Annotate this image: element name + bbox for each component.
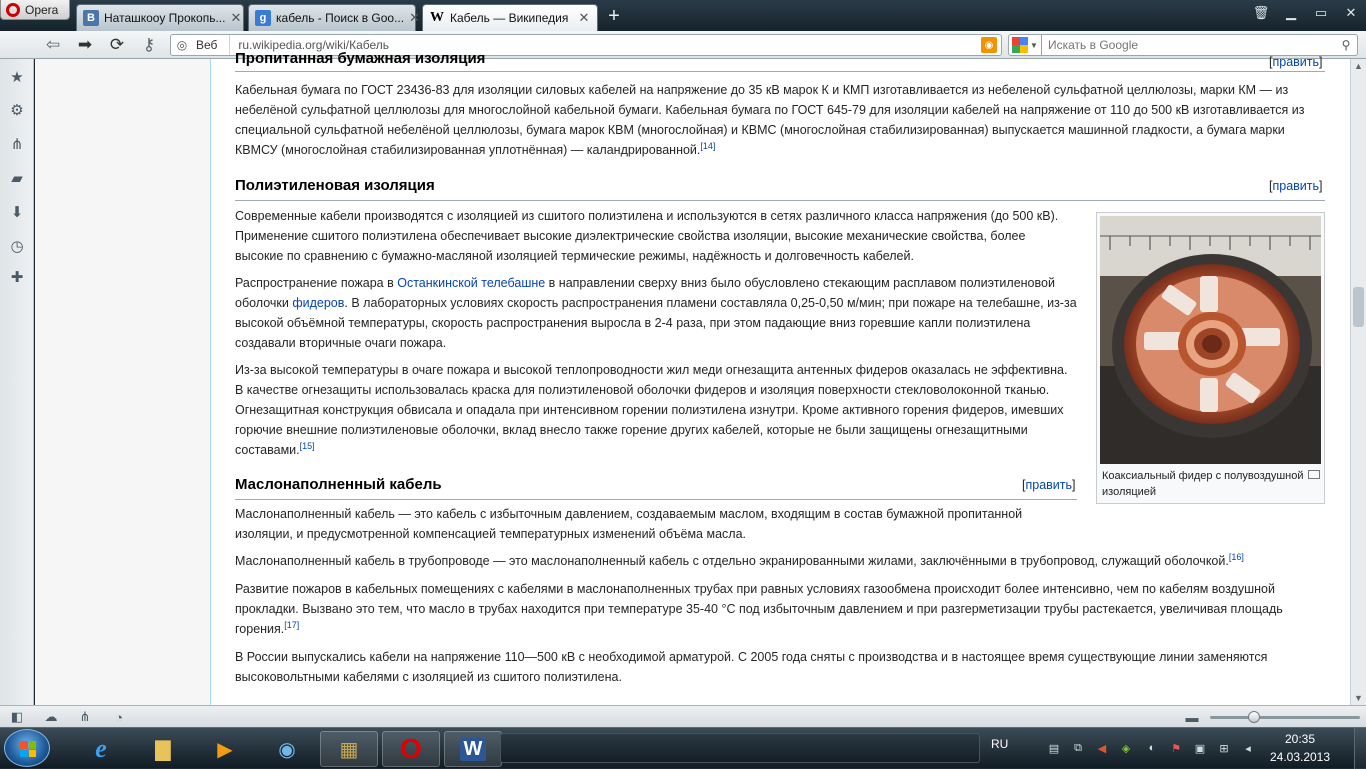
tab-google-search[interactable] [248,4,421,31]
close-tab-icon[interactable]: ✕ [578,10,590,25]
scroll-down-icon[interactable]: ▼ [1354,693,1363,703]
url-text[interactable]: ru.wikipedia.org/wiki/Кабель [238,38,390,52]
paragraph [235,80,1327,160]
unite-share-icon[interactable]: ⋔ [10,136,24,153]
windows-logo-icon [20,741,36,757]
clock-time: 20:35 [1284,732,1316,746]
opera-unite-icon[interactable]: ⋔ [79,709,91,724]
enlarge-image-icon[interactable] [1308,470,1320,479]
paragraph-text: Развитие пожаров в кабельных помещениях с кабелями в маслонаполненных трубах при равных условиях газообмена происходит более интенсивно, чем по кабелям воздушной прокладки. Вызвано это тем, что масло в трубах находится при температуре 35-40 °С под избыточным давлением и при разгерметизации трубы растекается, увеличивая площадь горения. [235,582,1283,636]
system-clock[interactable] [1264,730,1336,766]
maximize-button[interactable]: ▭ [1314,5,1328,20]
section-divider [235,200,1325,201]
file-explorer-icon[interactable]: ▇ [155,738,171,761]
panel-sidebar [0,59,34,705]
word-icon[interactable]: W [444,731,502,767]
rss-feed-icon[interactable]: ◉ [981,37,997,53]
tab-label: Кабель — Википедия [450,11,569,25]
wikipedia-favicon-icon: W [430,10,444,25]
section-heading-oil-filled: Маслонаполненный кабель [235,476,442,493]
settings-gear-icon[interactable]: ⚙ [10,102,24,119]
turbo-icon[interactable]: ◔ [115,709,123,725]
paragraph-text: Маслонаполненный кабель — это кабель с избыточным давлением, создаваемым маслом, входящим в состав бумажной пропитанной изоляции, и предусмотренной компенсацией температурных изменений объёма масла. [235,507,1023,541]
opera-menu-button[interactable] [0,0,70,20]
forward-button[interactable]: ➡ [77,35,93,54]
window-controls [1246,0,1366,26]
close-window-button[interactable]: ✕ [1345,5,1357,20]
film-app-icon[interactable]: ▦ [320,731,378,767]
paragraph [235,579,1327,639]
security-badge[interactable]: Веб [193,35,230,55]
taskbar-window-button[interactable] [500,733,980,763]
edit-link-text[interactable]: править [1025,478,1073,492]
footnote-ref[interactable]: [15] [299,440,315,451]
closed-tabs-trash-icon[interactable]: 🗑 [1252,5,1270,20]
edit-section-link[interactable]: [править] [1022,478,1076,492]
section-heading-polyethylene: Полиэтиленовая изоляция [235,177,435,194]
section-divider [235,499,1077,500]
paragraph [235,273,1083,353]
language-indicator[interactable]: RU [991,737,1009,751]
coaxial-feeder-image [1100,216,1321,464]
zoom-slider-handle[interactable] [1248,711,1260,723]
new-tab-button[interactable]: + [608,5,620,27]
key-icon[interactable]: ⚷ [142,35,156,54]
navigation-toolbar [0,31,1366,59]
footnote-ref[interactable]: [14] [700,140,716,151]
paragraph-text: Маслонаполненный кабель в трубопроводе — это маслонаполненный кабель с отдельно экранированными жилами, заключёнными в трубопровод, служащий оболочкой. [235,554,1229,568]
status-bar [0,705,1366,727]
paragraph-text: . В лабораторных условиях скорость распространения пламени составляла 0,25-0,50 м/мин; при пожаре на телебашне, из-за высокой объёмной температуры, скорость распространения выросла в 2-4 раза, при этом падающие вниз горевшие капли полиэтилена создавали вторичные очаги пожара. [235,296,1077,350]
edit-section-link[interactable]: [править] [1269,55,1323,69]
start-button[interactable] [4,729,50,767]
back-button[interactable]: ⇦ [45,35,61,54]
bookmarks-star-icon[interactable]: ★ [10,69,24,86]
section-heading-paper: Пропитанная бумажная изоляция [235,50,486,67]
edit-section-link[interactable]: [править] [1269,179,1323,193]
reload-button[interactable]: ⟳ [109,35,125,54]
vertical-scrollbar[interactable] [1350,59,1366,705]
google-icon [1012,37,1028,53]
media-player-icon[interactable]: ▶ [217,738,233,761]
zoom-slider[interactable] [1210,716,1360,719]
figure-caption: Коаксиальный фидер с полувоздушной изоляцией [1102,470,1304,498]
show-desktop-button[interactable] [1354,728,1366,769]
clock-date: 24.03.2013 [1269,750,1331,764]
opera-menu-label: Opera [25,2,59,17]
opera-logo-icon [6,3,20,17]
notes-icon[interactable]: ▰ [11,170,23,187]
scroll-up-icon[interactable]: ▲ [1354,61,1363,71]
media-center-icon[interactable]: ◉ [278,738,296,761]
search-engine-selector[interactable] [1008,34,1042,56]
search-icon[interactable]: ⚲ [1341,38,1351,52]
coaxial-feeder-photo[interactable] [1100,216,1321,464]
paragraph [235,647,1327,687]
article-content [210,50,1350,705]
edit-link-text[interactable]: править [1272,179,1320,193]
tab-strip [0,0,1366,31]
keyboard-icon[interactable]: ▤ [1048,742,1060,755]
close-tab-icon[interactable]: ✕ [409,10,421,25]
web-page [35,50,1350,705]
speaker-icon[interactable]: ◂ [1245,742,1251,755]
scroll-thumb[interactable] [1353,287,1364,327]
action-center-icon[interactable]: ⚑ [1171,742,1181,755]
globe-icon: ◎ [176,38,188,52]
tab-wikipedia[interactable] [422,4,598,31]
close-tab-icon[interactable]: ✕ [230,10,242,25]
sync-icon[interactable]: ◐ [1148,742,1156,754]
network-status-icon[interactable]: ⊞ [1219,742,1229,755]
google-favicon-icon: g [255,10,271,26]
paragraph-text: Распространение пожара в [235,276,398,290]
tab-vk[interactable] [76,4,244,31]
paragraph-text: Из-за высокой температуры в очаге пожара и высокой теплопроводности жил меди огнезащита антенных фидеров оказалась не эффективна. В качестве огнезащиты использовалась краска для полиэтиленовой оболочки фидеров и изоляция поверхности стекловолоконной тканью. Огнезащитная конструкция обвисала и опадала при интенсивном горении полиэтилена изнутри. Кроме активного горения фидеров, имевших горючие внешние полиэтиленовые оболочки, вклад внесло также горение других кабелей, которые не были защищены огнезащитными составами. [235,363,1068,457]
chevron-down-icon: ▼ [1030,40,1038,50]
paragraph-text: Кабельная бумага по ГОСТ 23436-83 для изоляции силовых кабелей на напряжение до 35 кВ марок К и КМП изготавливается из небеленой сульфатной целлюлозы, марки КМ — из небелёной сульфатной целлюлозы для многослойной кабельной бумаги. Кабельная бумага по ГОСТ 645-79 для изоляции кабелей на напряжение от 110 до 500 кВ изготавливается из специальной сульфатной небелёной целлюлозы, бумага марок КВМ (многослойная) и КВМС (многослойная стабилизированная) выпускается машинной гладкости, а бумага марки КВМСУ (многослойная стабилизированная уплотнённая) — каландрированной. [235,83,1305,157]
paragraph [235,504,1065,544]
network-tray-icon[interactable]: ⧉ [1074,741,1082,754]
view-options-icon[interactable]: ▬ [1185,709,1199,725]
display-icon[interactable]: ▣ [1194,742,1206,755]
history-clock-icon[interactable]: ◷ [10,238,24,255]
add-panel-icon[interactable]: ✚ [10,269,24,286]
toggle-panel-icon[interactable]: ◧ [10,709,24,724]
nvidia-icon[interactable]: ◈ [1121,742,1131,755]
paragraph [235,551,1325,571]
search-field[interactable] [1042,34,1358,56]
paragraph-text: в направлении сверху вниз было обусловлено стекающим расплавом полиэтиленовой оболочки [235,276,1055,310]
tab-label: кабель - Поиск в Goo... [276,11,405,25]
opera-taskbar-icon[interactable]: O [382,731,440,767]
paragraph-text: Современные кабели производятся с изоляцией из сшитого полиэтилена и используются в сетях различного класса напряжения (до 500 кВ). Применение сшитого полиэтилена обеспечивает высокие диэлектрические свойства изоляции, высокие механические свойства, более высокие по сравнению с бумажно-масляной изоляцией термические режимы, надёжность и долговечность кабелей. [235,209,1059,263]
vk-favicon-icon: B [83,10,99,26]
volume-icon[interactable]: ◀ [1097,742,1107,755]
windows-taskbar [0,727,1366,768]
feeders-link[interactable]: фидеров [292,296,345,310]
paragraph [235,206,1071,266]
downloads-icon[interactable]: ⬇ [10,204,24,221]
minimize-button[interactable]: ▁ [1286,5,1296,20]
footnote-ref[interactable]: [16] [1228,551,1244,562]
footnote-ref[interactable]: [17] [284,619,300,630]
ostankino-tower-link[interactable]: Останкинской телебашне [397,276,546,290]
search-input[interactable] [1048,38,1335,52]
internet-explorer-icon[interactable]: e [95,734,107,763]
tab-label: Наташкооу Прокопь... [104,11,226,25]
opera-link-cloud-icon[interactable]: ☁ [44,709,58,724]
edit-link-text[interactable]: править [1272,55,1320,69]
paragraph-text: В России выпускались кабели на напряжение 110—500 кВ с необходимой арматурой. С 2005 года сняты с производства и в настоящее время существующие линии заменяются высоковольтными кабелями с изоляцией из сшитого полиэтилена. [235,650,1268,684]
paragraph [235,360,1075,460]
figure-thumbnail [1096,212,1325,504]
section-divider [235,71,1325,72]
